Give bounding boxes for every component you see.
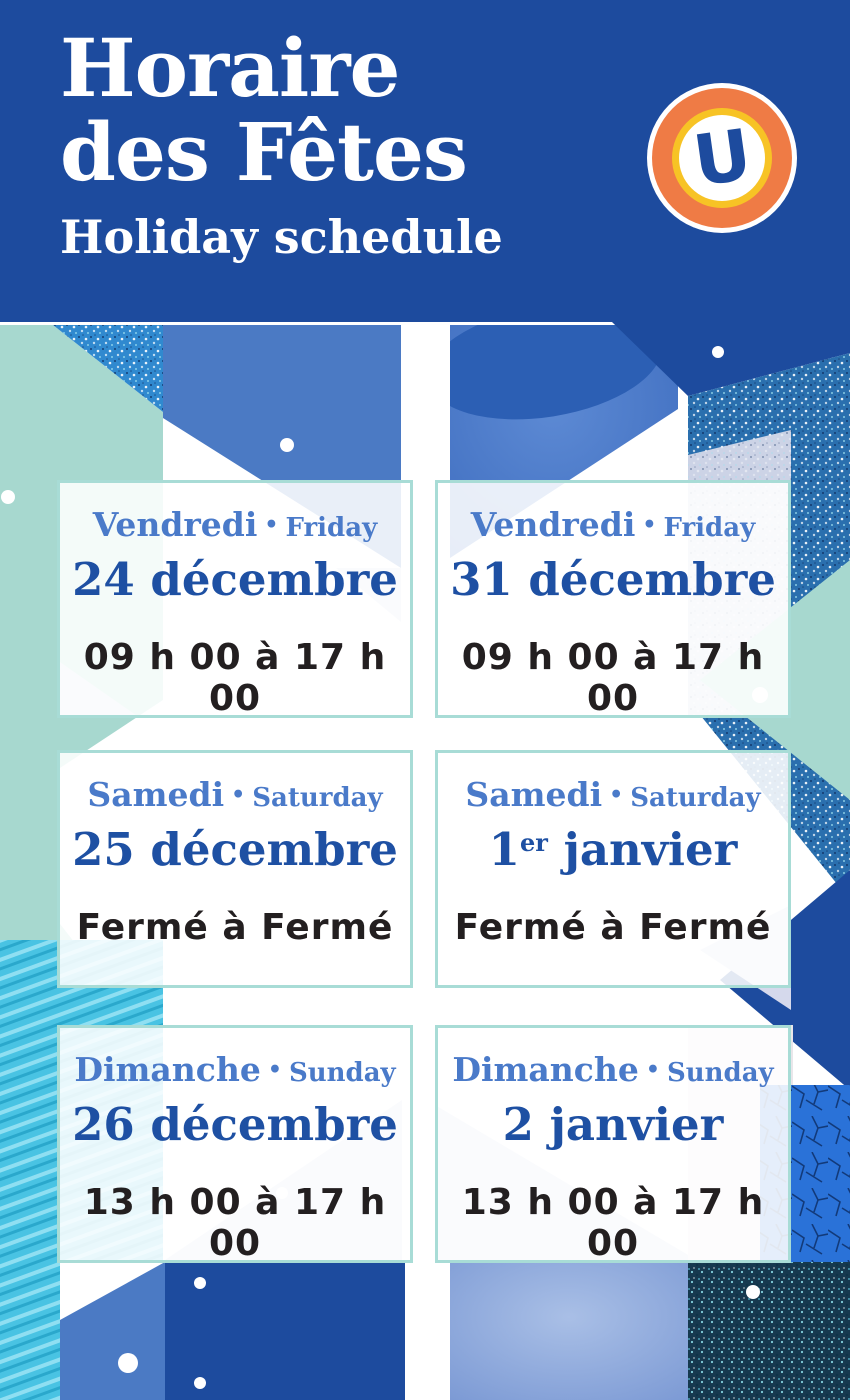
day-label-fr: Samedi — [87, 775, 225, 814]
day-line — [60, 505, 410, 548]
hours-label: 13 h 00 à 17 h 00 — [461, 1182, 765, 1264]
schedule-card-dec24 — [57, 480, 413, 718]
day-separator-dot: • — [231, 782, 246, 808]
hours-label: Fermé à Fermé — [454, 907, 772, 948]
date-text-suffix: janvier — [547, 823, 738, 876]
hours-label: Fermé à Fermé — [76, 907, 394, 948]
title-line-1: Horaire — [60, 21, 400, 115]
day-label-fr: Vendredi — [92, 505, 258, 544]
day-label-fr: Samedi — [465, 775, 603, 814]
date-label — [438, 818, 788, 875]
date-text: 26 décembre — [72, 1098, 398, 1151]
date-label — [60, 818, 410, 875]
poster-subtitle: Holiday schedule — [60, 210, 503, 264]
logo-letter: U — [688, 113, 756, 203]
title-line-2: des Fêtes — [60, 105, 467, 199]
day-label-en: Saturday — [630, 783, 761, 813]
poster-title — [60, 21, 503, 199]
day-label-fr: Dimanche — [74, 1050, 261, 1089]
hours-label: 09 h 00 à 17 h 00 — [83, 637, 387, 719]
day-label-fr: Vendredi — [470, 505, 636, 544]
schedule-card-jan1 — [435, 750, 791, 988]
schedule-card-dec26 — [57, 1025, 413, 1263]
day-line — [438, 505, 788, 548]
day-label-en: Saturday — [252, 783, 383, 813]
hours-label: 13 h 00 à 17 h 00 — [83, 1182, 387, 1264]
day-label-fr: Dimanche — [452, 1050, 639, 1089]
day-separator-dot: • — [642, 512, 657, 538]
schedule-card-jan2 — [435, 1025, 791, 1263]
date-text: 2 janvier — [502, 1098, 724, 1151]
day-label-en: Friday — [285, 513, 378, 543]
schedule-card-dec25 — [57, 750, 413, 988]
schedule-grid — [57, 480, 793, 1262]
date-text: 24 décembre — [72, 553, 398, 606]
date-label — [60, 548, 410, 605]
header — [60, 21, 503, 264]
date-text: 1 — [488, 823, 520, 876]
date-text: 31 décembre — [450, 553, 776, 606]
hours-label: 09 h 00 à 17 h 00 — [461, 637, 765, 719]
date-label — [438, 548, 788, 605]
day-separator-dot: • — [264, 512, 279, 538]
day-separator-dot: • — [645, 1057, 660, 1083]
day-label-en: Sunday — [666, 1058, 774, 1088]
date-label — [60, 1093, 410, 1150]
day-label-en: Sunday — [288, 1058, 396, 1088]
day-label-en: Friday — [663, 513, 756, 543]
logo-center — [679, 115, 765, 201]
day-line — [438, 775, 788, 818]
schedule-card-dec31 — [435, 480, 791, 718]
date-superscript: er — [519, 828, 548, 857]
date-text: 25 décembre — [72, 823, 398, 876]
day-line — [60, 775, 410, 818]
date-label — [438, 1093, 788, 1150]
day-line — [438, 1050, 788, 1093]
day-separator-dot: • — [267, 1057, 282, 1083]
day-separator-dot: • — [609, 782, 624, 808]
day-line — [60, 1050, 410, 1093]
brand-logo — [647, 83, 797, 233]
